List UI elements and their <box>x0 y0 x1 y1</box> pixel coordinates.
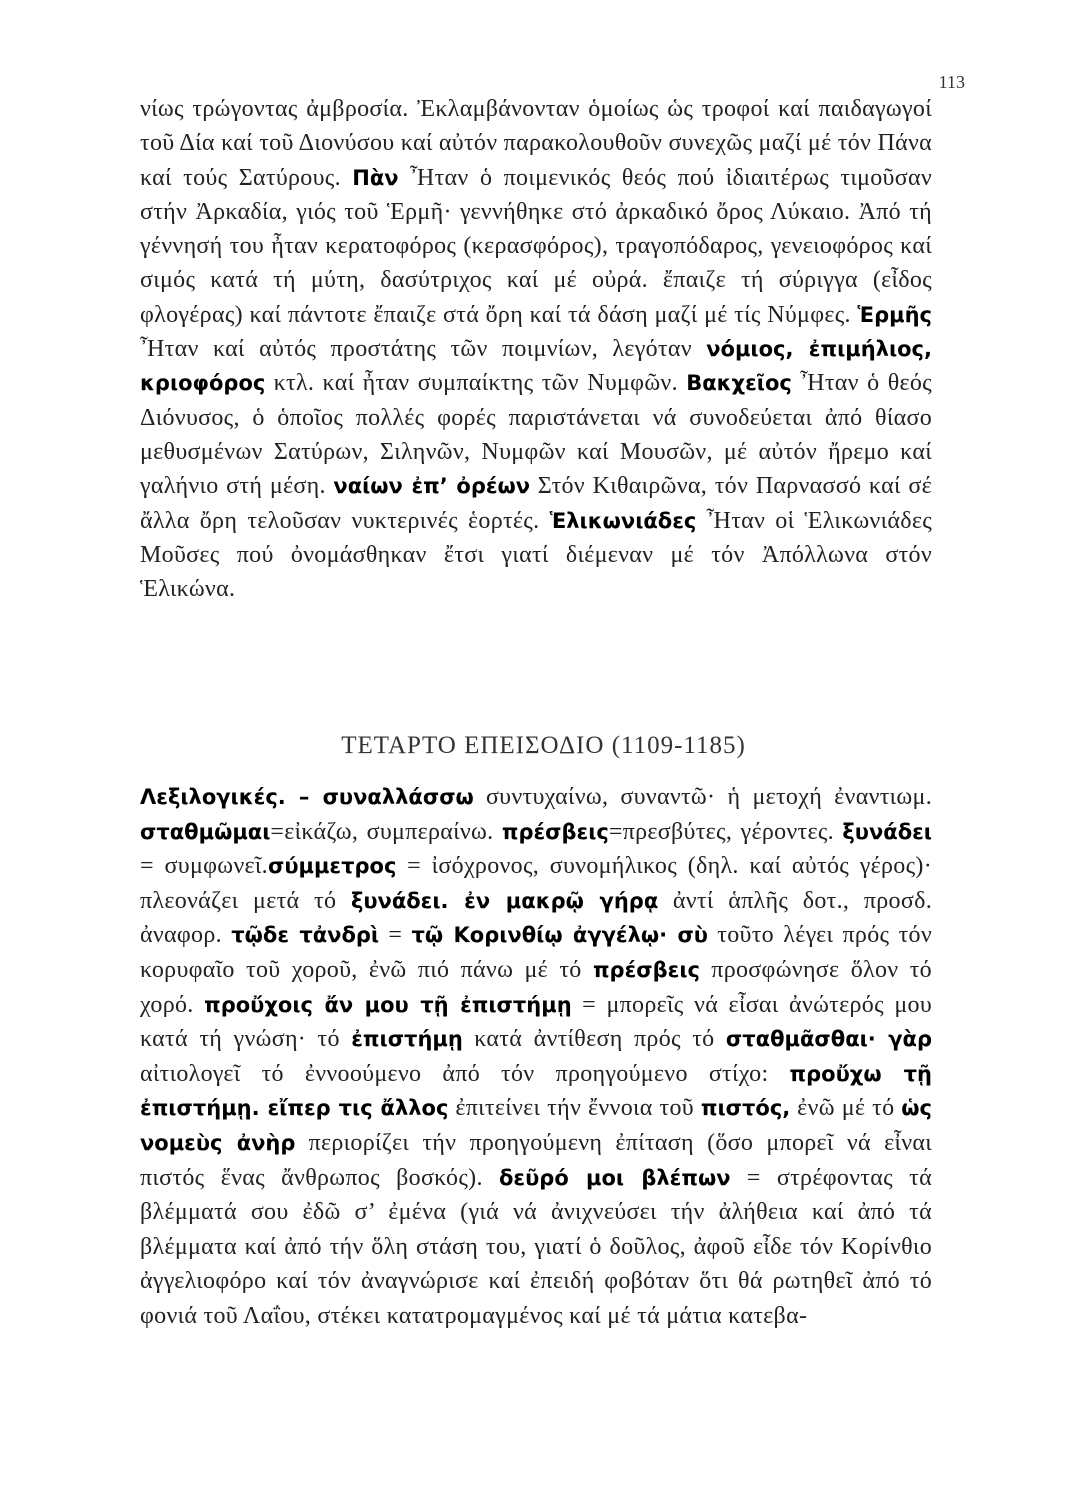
text-run: Ἦταν οἱ Ἑλικωνιάδες Μοῦσες πού ὀνομάσθηκαν ἔτσι γιατί διέμεναν μέ τόν Ἀπόλλωνα στόν Ἑλικώνα. <box>140 507 933 603</box>
bold-term: σταθμᾶσθαι· γὰρ <box>725 1027 932 1052</box>
text-run: κατά ἀντίθεση πρός τό <box>462 1026 726 1053</box>
bold-term: σταθμῶμαι <box>140 819 271 844</box>
bold-term: Βακχεῖος <box>686 371 792 396</box>
bold-term: Ἑλικωνιάδες <box>549 508 697 533</box>
bold-term: νόμιος, ἐπιμήλιος, κριοφόρος <box>140 337 932 396</box>
text-run: κτλ. καί ἦταν συμπαίκτης τῶν Νυμφῶν. <box>265 370 687 397</box>
bold-term: Πὰν <box>352 165 399 190</box>
bold-term: τῷδε τἀνδρὶ <box>231 923 380 948</box>
bold-term: προὔχοις ἄν μου τῇ ἐπιστήμῃ <box>204 992 572 1017</box>
text-run: =εἰκάζω, συμπεραίνω. <box>270 818 502 845</box>
bold-term: δεῦρό μοι βλέπων <box>499 1165 731 1190</box>
bold-term: ναίων ἐπ’ ὀρέων <box>333 474 531 499</box>
text-run: συντυχαίνω, συναντῶ· ἡ μετοχή ἐναντιωμ. <box>473 784 932 810</box>
bold-term: πρέσβεις <box>592 957 700 982</box>
paragraph-lexical-notes <box>140 780 932 1334</box>
bold-term: Λεξιλογικές. – συναλλάσσω <box>140 785 474 809</box>
text-run: προσφώνησε ὅλον τό χορό. <box>140 956 932 1018</box>
text-run: τοῦτο λέγει πρός τόν κορυφαῖο τοῦ χοροῦ, ἐνῶ πιό πάνω μέ τό <box>140 922 932 983</box>
bold-term: ξυνάδει. ἐν μακρῷ γήρᾳ <box>350 888 659 913</box>
text-run: =πρεσβύτες, γέροντες. <box>608 818 843 845</box>
text-run: = ἰσόχρονος, συνομήλικος (δηλ. καί αὐτός γέρος)· πλεονάζει μετά τό <box>140 853 932 914</box>
bold-term: Ἑρμῆς <box>857 302 932 327</box>
bold-term: σύμμετρος <box>267 854 397 879</box>
text-run: Ἦταν ὁ θεός Διόνυσος, ὁ ὁποῖος πολλές φορές παριστάνεται νά συνοδεύεται ἀπό θίασο μεθυσμένων Σατύρων, Σιληνῶν, Νυμφῶν καί Μουσῶν, μέ αὐτόν ἤρεμο καί γαλήνιο στή μέση. <box>140 370 932 500</box>
text-run: = συμφωνεῖ. <box>140 853 268 880</box>
bold-term: πιστός, <box>700 1096 791 1121</box>
bold-term: ξυνάδει <box>842 819 932 844</box>
bold-term: προὔχω τῇ ἐπιστήμῃ. εἴπερ τις ἄλλος <box>140 1061 932 1121</box>
text-run: = στρέφοντας τά βλέμματά σου ἐδῶ σ’ ἐμένα (γιά νά ἀνιχνεύσει τήν ἀλήθεια καί ἀπό τά βλέμματα καί ἀπό τήν ὅλη στάση του, γιατί ὁ δοῦλος, ἀφοῦ εἶδε τόν Κορίνθιο ἀγγελιοφόρο καί τόν ἀναγνώρισε καί ἐπειδή φοβόταν ὅτι θά ρωτηθεῖ ἀπό τό φονιά τοῦ Λαΐου, στέκει κατατρομαγμένος καί μέ τά μάτια κατεβα- <box>140 1164 932 1329</box>
text-run: ἀντί ἁπλῆς δοτ., προσδ. ἀναφορ. <box>140 887 932 949</box>
section-heading: ΤΕΤΑΡΤΟ ΕΠΕΙΣΟΔΙΟ (1109-1185) <box>341 732 746 759</box>
bold-term: ἐπιστήμῃ <box>351 1027 463 1052</box>
text-run: Ἦταν ὁ ποιμενικός θεός πού ἰδιαιτέρως τιμοῦσαν στήν Ἀρκαδία, γιός τοῦ Ἑρμῆ· γεννήθηκε στό ἀρκαδικό ὄρος Λύκαιο. Ἀπό τή γέννησή του ἦταν κερατοφόρος (κερασφόρος), τραγοπόδαρος, γενειοφόρος καί σιμός κατά τή μύτη, δασύτριχος καί μέ οὐρά. ἔπαιζε τή σύριγγα (εἶδος φλογέρας) καί πάντοτε ἔπαιζε στά ὄρη καί τά δάση μαζί μέ τίς Νύμφες. <box>140 164 932 328</box>
paragraph-notes-1 <box>140 92 932 606</box>
text-run: περιορίζει τήν προηγούμενη ἐπίταση (ὅσο μπορεῖ νά εἶναι πιστός ἕνας ἄνθρωπος βοσκός). <box>140 1129 932 1191</box>
text-run: ἐνῶ μέ τό <box>790 1095 902 1122</box>
text-run: νίως τρώγοντας ἀμβροσία. Ἐκλαμβάνονταν ὁμοίως ὡς τροφοί καί παιδαγωγοί τοῦ Δία καί τοῦ Διονύσου καί αὐτόν παρακολουθοῦν συνεχῶς μαζί μέ τόν Πάνα καί τούς Σατύρους. <box>140 96 932 191</box>
page-number: 113 <box>938 72 965 92</box>
bold-term: τῷ Κορινθίῳ ἀγγέλῳ· σὺ <box>411 923 708 948</box>
text-run: Ἦταν καί αὐτός προστάτης τῶν ποιμνίων, λεγόταν <box>140 336 707 363</box>
text-run: Στόν Κιθαιρῶνα, τόν Παρνασσό καί σέ ἄλλα ὄρη τελοῦσαν νυκτερινές ἑορτές. <box>140 473 932 534</box>
text-run: = <box>379 922 412 949</box>
text-run: αἰτιολογεῖ τό ἐννοούμενο ἀπό τόν προηγούμενο στίχο: <box>140 1060 790 1087</box>
text-run: = μπορεῖς νά εἶσαι ἀνώτερός μου κατά τή γνώση· τό <box>140 991 933 1053</box>
text-run: ἐπιτείνει τήν ἔννοια τοῦ <box>448 1095 701 1122</box>
bold-term: πρέσβεις <box>501 819 609 844</box>
bold-term: ὡς νομεὺς ἀνὴρ <box>140 1096 932 1155</box>
